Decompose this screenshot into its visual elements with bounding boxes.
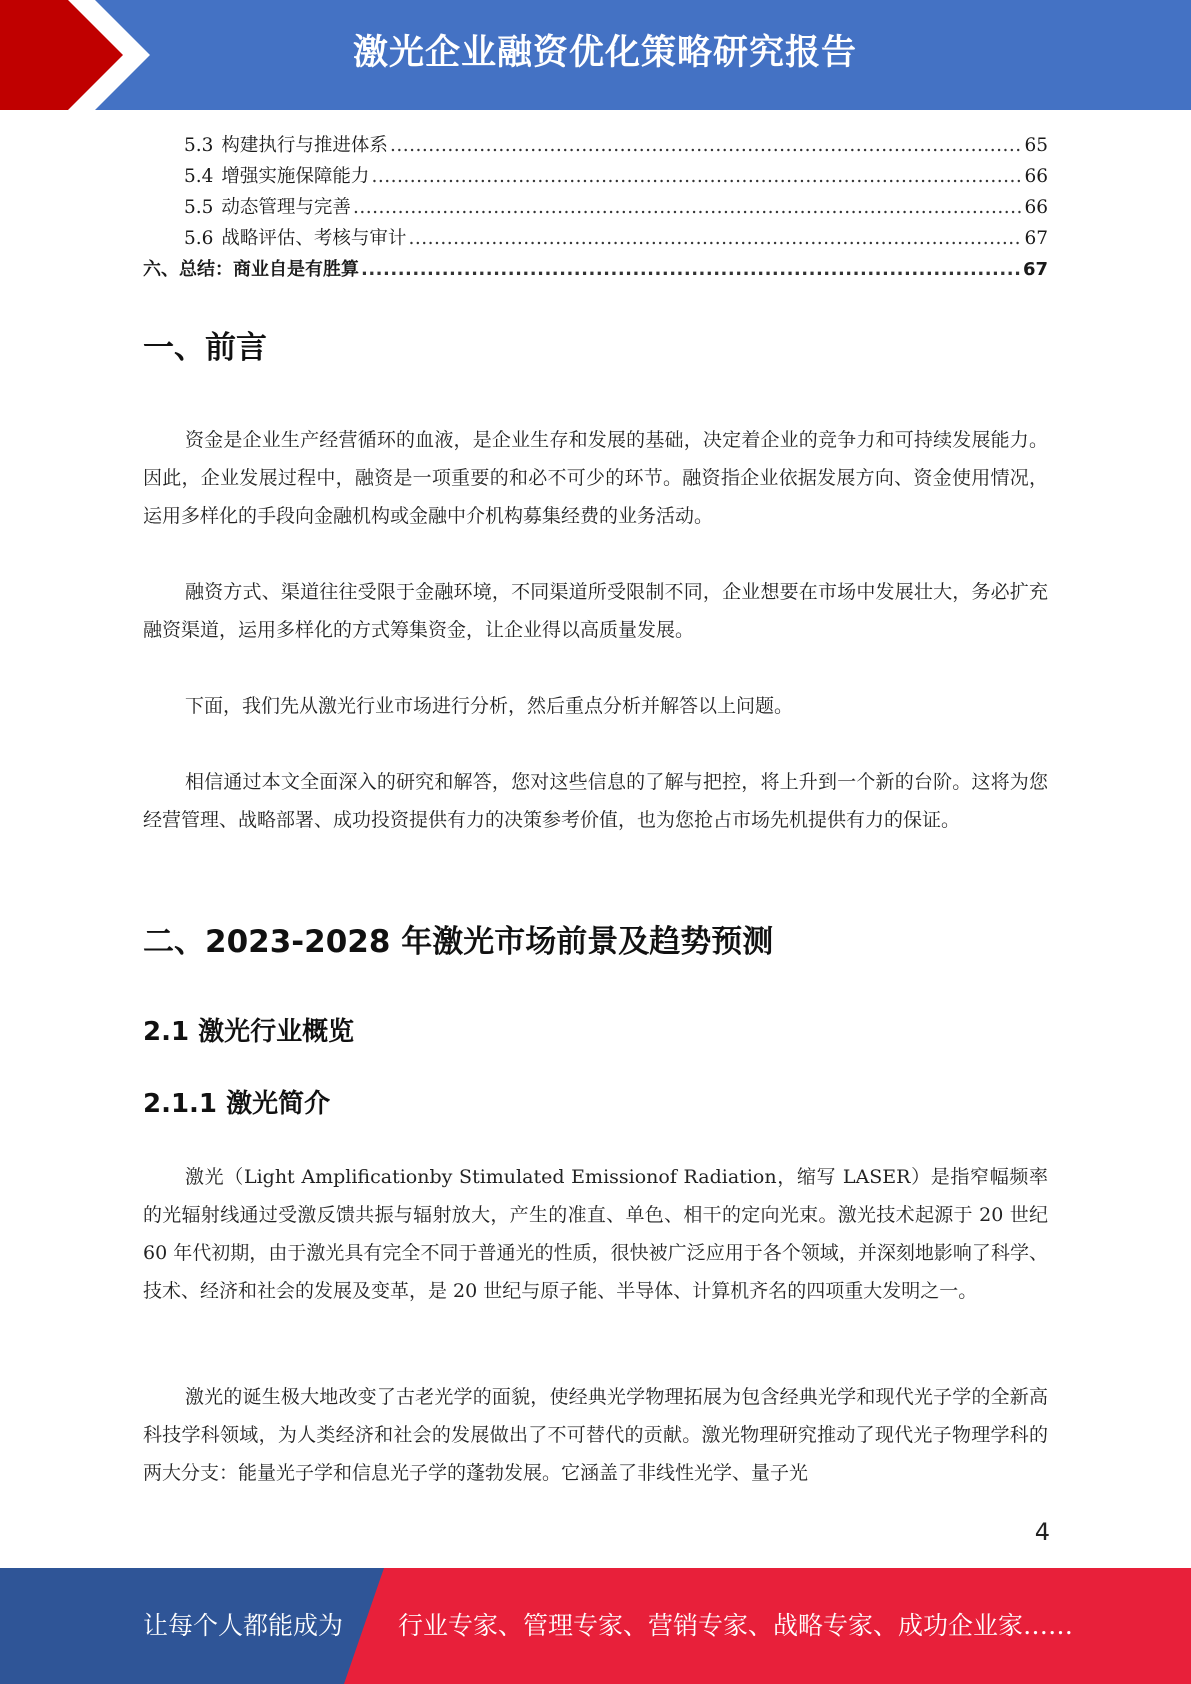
toc-entry-number: 5.6	[184, 228, 214, 249]
intro-paragraph-2: 激光的诞生极大地改变了古老光学的面貌，使经典光学物理拓展为包含经典光学和现代光子学的全新高科技学科领域，为人类经济和社会的发展做出了不可替代的贡献。激光物理研究推动了现代光子物理学科的两大分支：能量光子学和信息光子学的蓬勃发展。它涵盖了非线性光学、量子光	[143, 1386, 1048, 1484]
toc-entry[interactable]	[143, 130, 1048, 161]
footer-slogan-left: 让每个人都能成为	[143, 1611, 344, 1640]
toc-entry-page: 66	[1024, 166, 1048, 187]
preface-heading: 一、前言	[143, 330, 267, 366]
toc-entry-number: 5.4	[184, 166, 214, 187]
preface-paragraph-4: 相信通过本文全面深入的研究和解答，您对这些信息的了解与把控，将上升到一个新的台阶。这将为您经营管理、战略部署、成功投资提供有力的决策参考价值，也为您抢占市场先机提供有力的保证。	[143, 771, 1048, 831]
toc-leader-dots	[361, 254, 1021, 285]
intro-heading: 2.1.1 激光简介	[143, 1089, 331, 1119]
market-heading: 二、2023-2028 年激光市场前景及趋势预测	[143, 924, 774, 960]
toc-entry-page: 67	[1022, 259, 1048, 280]
toc-entry-label: 动态管理与完善	[221, 197, 351, 218]
toc-entry-label: 战略评估、考核与审计	[221, 228, 407, 249]
page-header	[0, 0, 1191, 110]
toc-entry-page: 67	[1024, 228, 1048, 249]
preface-paragraph-1: 资金是企业生产经营循环的血液，是企业生存和发展的基础，决定着企业的竞争力和可持续发展能力。因此，企业发展过程中，融资是一项重要的和必不可少的环节。融资指企业依据发展方向、资金使用情况，运用多样化的手段向金融机构或金融中介机构募集经费的业务活动。	[143, 429, 1048, 527]
overview-heading: 2.1 激光行业概览	[143, 1017, 355, 1047]
toc-entry-label: 增强实施保障能力	[221, 166, 370, 187]
toc-entry-label: 六、总结：商业自是有胜算	[143, 259, 359, 280]
toc-entry[interactable]	[143, 223, 1048, 254]
toc-leader-dots	[371, 161, 1022, 192]
preface-paragraph-2: 融资方式、渠道往往受限于金融环境，不同渠道所受限制不同，企业想要在市场中发展壮大，务必扩充融资渠道，运用多样化的方式筹集资金，让企业得以高质量发展。	[143, 581, 1048, 641]
preface-paragraph-3: 下面，我们先从激光行业市场进行分析，然后重点分析并解答以上问题。	[185, 695, 794, 717]
toc-entry-label: 构建执行与推进体系	[221, 135, 388, 156]
toc-leader-dots	[408, 223, 1022, 254]
report-title: 激光企业融资优化策略研究报告	[352, 33, 857, 73]
page-number: 4	[1034, 1518, 1050, 1546]
toc-leader-dots	[353, 192, 1023, 223]
toc-entry[interactable]	[143, 161, 1048, 192]
table-of-contents	[143, 130, 1048, 285]
toc-entry-page: 65	[1024, 135, 1048, 156]
toc-leader-dots	[390, 130, 1023, 161]
toc-entry[interactable]	[143, 192, 1048, 223]
intro-paragraph-1: 激光（Light Amplificationby Stimulated Emissionof Radiation，缩写 LASER）是指窄幅频率的光辐射线通过受激反馈共振与辐射放大，产生的准直、单色、相干的定向光束。激光技术起源于 20 世纪 60 年代初期，由于激光具有完全不同于普通光的性质，很快被广泛应用于各个领域，并深刻地影响了科学、技术、经济和社会的发展及变革，是 20 世纪与原子能、半导体、计算机齐名的四项重大发明之一。	[143, 1166, 1048, 1302]
toc-entry-chapter[interactable]	[143, 254, 1048, 285]
footer-slogan-right: 行业专家、管理专家、营销专家、战略专家、成功企业家……	[398, 1611, 1074, 1640]
page-footer	[0, 1568, 1191, 1684]
toc-entry-number: 5.5	[184, 197, 214, 218]
toc-entry-page: 66	[1024, 197, 1048, 218]
toc-entry-number: 5.3	[184, 135, 214, 156]
